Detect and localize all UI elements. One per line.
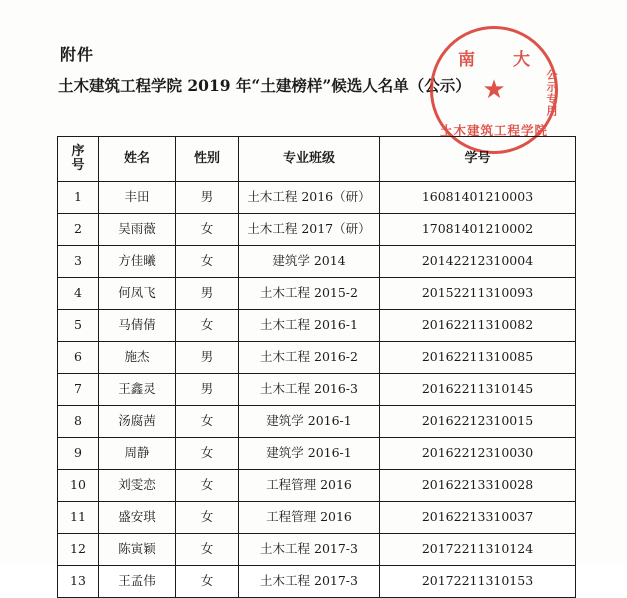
- cell-no: 8: [58, 406, 99, 438]
- column-header-no: [58, 137, 99, 182]
- column-header-sex: 性别: [176, 137, 239, 182]
- table-row: [58, 342, 576, 374]
- cell-no: 4: [58, 278, 99, 310]
- table-row: [58, 502, 576, 534]
- cell-sex: 女: [176, 534, 239, 566]
- cell-major: 建筑学 2016-1: [239, 406, 380, 438]
- cell-name: 方佳曦: [99, 246, 176, 278]
- cell-major: 土木工程 2015-2: [239, 278, 380, 310]
- column-header-student-id: 学号: [380, 137, 576, 182]
- table-row: [58, 246, 576, 278]
- page-title: 土木建筑工程学院 2019 年“土建榜样”候选人名单（公示）: [58, 76, 471, 95]
- cell-name: 陈寅颖: [99, 534, 176, 566]
- cell-major: 土木工程 2016（研）: [239, 182, 380, 214]
- cell-name: 王孟伟: [99, 566, 176, 598]
- cell-no: 7: [58, 374, 99, 406]
- cell-name: 王鑫灵: [99, 374, 176, 406]
- column-header-name: 姓名: [99, 137, 176, 182]
- cell-sex: 女: [176, 502, 239, 534]
- table-row: [58, 278, 576, 310]
- cell-sex: 男: [176, 182, 239, 214]
- table-row: [58, 182, 576, 214]
- cell-major: 土木工程 2017（研）: [239, 214, 380, 246]
- cell-student-id: 20142212310004: [380, 246, 576, 278]
- table-row: [58, 214, 576, 246]
- table-row: [58, 374, 576, 406]
- cell-no: 5: [58, 310, 99, 342]
- cell-major: 建筑学 2016-1: [239, 438, 380, 470]
- cell-student-id: 20172211310124: [380, 534, 576, 566]
- table-row: [58, 438, 576, 470]
- cell-name: 盛安琪: [99, 502, 176, 534]
- cell-sex: 男: [176, 342, 239, 374]
- table-body: [58, 182, 576, 598]
- cell-name: 周静: [99, 438, 176, 470]
- cell-name: 吴雨薇: [99, 214, 176, 246]
- cell-student-id: 20162211310085: [380, 342, 576, 374]
- table-row: [58, 566, 576, 598]
- cell-major: 建筑学 2014: [239, 246, 380, 278]
- cell-student-id: 20162212310015: [380, 406, 576, 438]
- table-header-row: [58, 137, 576, 182]
- cell-name: 施杰: [99, 342, 176, 374]
- seal-top-text: 南 大: [458, 50, 546, 70]
- cell-student-id: 20162213310037: [380, 502, 576, 534]
- cell-no: 10: [58, 470, 99, 502]
- seal-bottom-text: 土木建筑工程学院: [439, 123, 548, 138]
- cell-no: 13: [58, 566, 99, 598]
- attachment-label: 附件: [60, 45, 95, 64]
- cell-name: 马倩倩: [99, 310, 176, 342]
- cell-sex: 女: [176, 566, 239, 598]
- cell-no: 2: [58, 214, 99, 246]
- cell-sex: 男: [176, 374, 239, 406]
- cell-no: 1: [58, 182, 99, 214]
- cell-sex: 女: [176, 214, 239, 246]
- cell-major: 土木工程 2017-3: [239, 566, 380, 598]
- cell-student-id: 20152211310093: [380, 278, 576, 310]
- table-row: [58, 534, 576, 566]
- cell-student-id: 20162211310082: [380, 310, 576, 342]
- cell-no: 12: [58, 534, 99, 566]
- cell-no: 6: [58, 342, 99, 374]
- seal-star-icon: ★: [482, 75, 506, 105]
- cell-major: 土木工程 2016-1: [239, 310, 380, 342]
- table-row: [58, 470, 576, 502]
- candidate-roster-table: [57, 136, 576, 598]
- cell-sex: 女: [176, 438, 239, 470]
- cell-sex: 女: [176, 310, 239, 342]
- column-header-no-line1: 序: [71, 144, 85, 160]
- cell-major: 工程管理 2016: [239, 470, 380, 502]
- cell-sex: 女: [176, 470, 239, 502]
- cell-name: 刘雯恋: [99, 470, 176, 502]
- cell-name: 丰田: [99, 182, 176, 214]
- cell-student-id: 20162212310030: [380, 438, 576, 470]
- cell-no: 9: [58, 438, 99, 470]
- cell-name: 何凤飞: [99, 278, 176, 310]
- cell-major: 土木工程 2017-3: [239, 534, 380, 566]
- cell-name: 汤腐茜: [99, 406, 176, 438]
- cell-sex: 男: [176, 278, 239, 310]
- cell-student-id: 17081401210002: [380, 214, 576, 246]
- cell-student-id: 20162213310028: [380, 470, 576, 502]
- cell-sex: 女: [176, 246, 239, 278]
- column-header-major: 专业班级: [239, 137, 380, 182]
- cell-major: 土木工程 2016-3: [239, 374, 380, 406]
- cell-major: 工程管理 2016: [239, 502, 380, 534]
- column-header-no-line2: 号: [71, 158, 85, 173]
- seal-side-text: 公示专用: [545, 69, 558, 117]
- cell-sex: 女: [176, 406, 239, 438]
- cell-no: 3: [58, 246, 99, 278]
- table-row: [58, 406, 576, 438]
- cell-no: 11: [58, 502, 99, 534]
- table-row: [58, 310, 576, 342]
- cell-student-id: 20162211310145: [380, 374, 576, 406]
- cell-major: 土木工程 2016-2: [239, 342, 380, 374]
- cell-student-id: 20172211310153: [380, 566, 576, 598]
- cell-student-id: 16081401210003: [380, 182, 576, 214]
